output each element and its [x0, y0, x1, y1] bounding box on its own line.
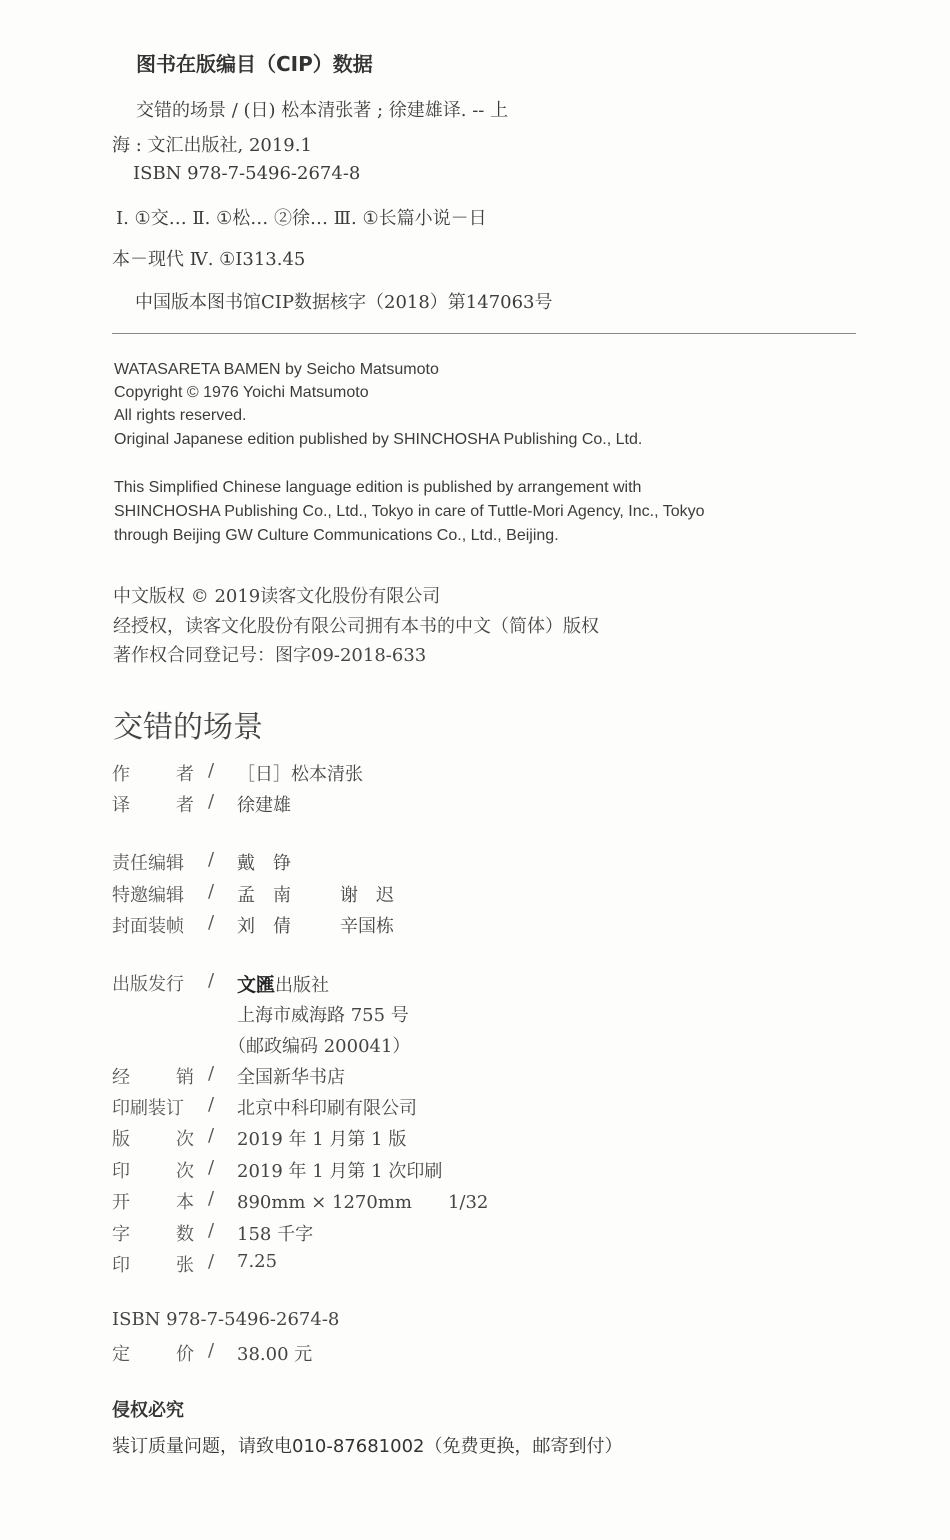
- slash-separator: /: [208, 1125, 215, 1146]
- slash-separator: /: [208, 849, 215, 870]
- copyright-cn-line-2: 经授权，读客文化股份有限公司拥有本书的中文（简体）版权: [113, 616, 599, 637]
- rights-notice-title: 侵权必究: [112, 1400, 184, 1421]
- slash-separator: /: [208, 1094, 215, 1115]
- cip-line-4: 本－现代 Ⅳ. ①I313.45: [112, 249, 306, 270]
- arrangement-line-1: This Simplified Chinese language edition is published by arrangement with: [114, 479, 642, 496]
- distributor-label: 经 销: [112, 1067, 194, 1088]
- divider-rule: [112, 333, 856, 334]
- printing-value: 2019 年 1 月第 1 次印刷: [237, 1161, 443, 1182]
- author-value: ［日］松本清张: [237, 764, 363, 785]
- slash-separator: /: [208, 791, 215, 812]
- cip-line-1: 交错的场景 / (日) 松本清张著 ; 徐建雄译. -- 上: [136, 100, 509, 121]
- printer-label: 印刷装订: [112, 1098, 184, 1119]
- cover-design-value-1: 刘 倩: [237, 916, 291, 937]
- arrangement-line-2: SHINCHOSHA Publishing Co., Ltd., Tokyo in care of Tuttle-Mori Agency, Inc., Tokyo: [114, 503, 705, 520]
- special-editor-value-1: 孟 南: [237, 885, 291, 906]
- publisher-logo: 文匯: [237, 974, 276, 996]
- slash-separator: /: [208, 881, 215, 902]
- slash-separator: /: [208, 1157, 215, 1178]
- special-editor-label: 特邀编辑: [112, 885, 184, 906]
- slash-separator: /: [208, 912, 215, 933]
- cip-line-5: 中国版本图书馆CIP数据核字（2018）第147063号: [135, 292, 553, 313]
- publisher-value: 文匯出版社: [237, 974, 330, 996]
- sheets-label: 印 张: [112, 1255, 194, 1276]
- word-count-label: 字 数: [112, 1224, 194, 1245]
- word-count-value: 158 千字: [237, 1224, 314, 1245]
- cover-design-value-2: 辛国栋: [340, 916, 394, 937]
- publisher-label: 出版发行: [112, 974, 184, 995]
- slash-separator: /: [208, 1188, 215, 1209]
- printing-label: 印 次: [112, 1161, 194, 1182]
- slash-separator: /: [208, 1063, 215, 1084]
- edition-value: 2019 年 1 月第 1 版: [237, 1129, 407, 1150]
- editor-label: 责任编辑: [112, 853, 184, 874]
- copyright-en-line-2: Copyright © 1976 Yoichi Matsumoto: [114, 384, 369, 401]
- price-label: 定 价: [112, 1344, 194, 1365]
- slash-separator: /: [208, 1340, 215, 1361]
- translator-value: 徐建雄: [237, 795, 291, 816]
- editor-value: 戴 铮: [237, 853, 291, 874]
- slash-separator: /: [208, 760, 215, 781]
- cip-isbn: ISBN 978-7-5496-2674-8: [133, 163, 361, 184]
- cover-design-label: 封面装帧: [112, 916, 184, 937]
- price-value: 38.00 元: [237, 1344, 313, 1365]
- cip-line-2: 海 : 文汇出版社, 2019.1: [112, 135, 312, 156]
- copyright-en-line-1: WATASARETA BAMEN by Seicho Matsumoto: [114, 361, 439, 378]
- slash-separator: /: [208, 1251, 215, 1272]
- cip-heading: 图书在版编目（CIP）数据: [136, 52, 373, 76]
- copyright-cn-line-3: 著作权合同登记号：图字09-2018-633: [113, 645, 427, 666]
- distributor-value: 全国新华书店: [237, 1067, 345, 1088]
- slash-separator: /: [208, 970, 215, 991]
- copyright-en-line-3: All rights reserved.: [114, 407, 247, 424]
- publisher-postcode: （邮政编码 200041）: [228, 1036, 411, 1057]
- format-value: 890mm × 1270mm 1/32: [237, 1192, 489, 1213]
- printer-value: 北京中科印刷有限公司: [237, 1098, 417, 1119]
- quality-notice: 装订质量问题，请致电010-87681002（免费更换，邮寄到付）: [112, 1436, 623, 1457]
- publisher-address: 上海市威海路 755 号: [237, 1005, 409, 1026]
- copyright-en-line-4: Original Japanese edition published by SHINCHOSHA Publishing Co., Ltd.: [114, 431, 643, 448]
- format-label: 开 本: [112, 1192, 194, 1213]
- arrangement-line-3: through Beijing GW Culture Communications Co., Ltd., Beijing.: [114, 527, 559, 544]
- isbn: ISBN 978-7-5496-2674-8: [112, 1309, 340, 1330]
- slash-separator: /: [208, 1220, 215, 1241]
- translator-label: 译 者: [112, 795, 194, 816]
- edition-label: 版 次: [112, 1129, 194, 1150]
- book-title: 交错的场景: [113, 710, 263, 745]
- cip-line-3: Ⅰ. ①交… Ⅱ. ①松… ②徐… Ⅲ. ①长篇小说－日: [116, 208, 487, 229]
- author-label: 作 者: [112, 764, 194, 785]
- sheets-value: 7.25: [237, 1251, 278, 1272]
- copyright-cn-line-1: 中文版权 © 2019读客文化股份有限公司: [113, 586, 441, 607]
- special-editor-value-2: 谢 迟: [340, 885, 394, 906]
